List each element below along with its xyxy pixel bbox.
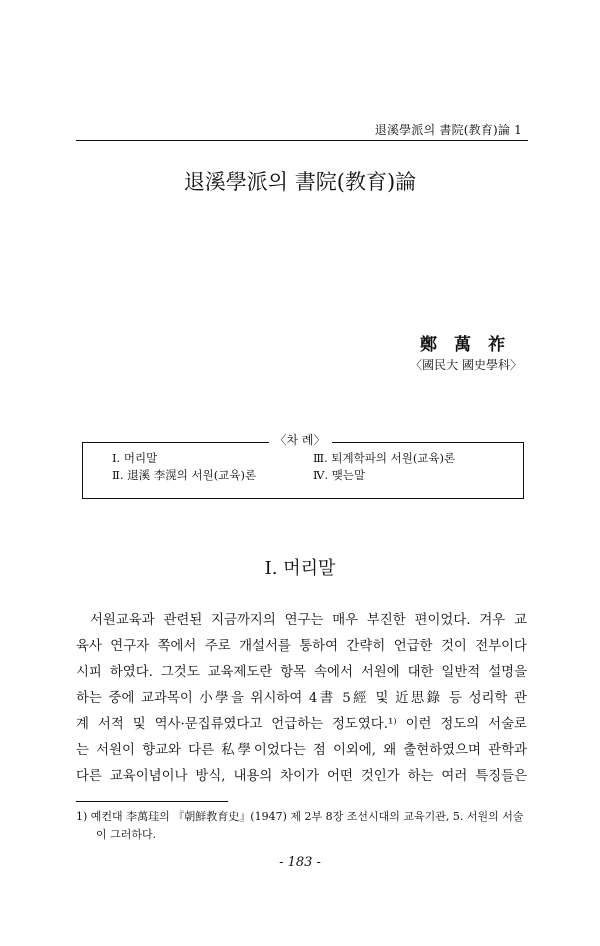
footnote-text: 1) 예컨대 李萬珪의 『朝鮮教育史』(1947) 제 2부 8장 조선시대의 교육기관, 5. 서원의 서술 (76, 810, 524, 823)
footnote-rule (76, 801, 228, 802)
toc-item: Ⅲ. 퇴계학파의 서원(교육)론 (313, 451, 456, 465)
section-heading: Ⅰ. 머리말 (264, 558, 336, 579)
body-line: 는 서원이 향교와 다른 私學이었다는 점 이외에, 왜 출현하였으며 관학과 (76, 743, 527, 758)
paper-title: 退溪學派의 書院(教育)論 (183, 170, 417, 194)
toc-item: Ⅳ. 맺는말 (313, 468, 366, 482)
toc-heading (0, 431, 600, 448)
header-rule (76, 140, 528, 141)
body-line: 계 서적 및 역사·문집류였다고 언급하는 정도였다.¹⁾ 이런 정도의 서술로 (76, 717, 527, 732)
page-number: - 183 - (279, 855, 321, 870)
body-line: 시피 하였다. 그것도 교육제도란 항목 속에서 서원에 대한 일반적 설명을 (76, 665, 527, 680)
body-line: 서원교육과 관련된 지금까지의 연구는 매우 부진한 편이었다. 겨우 교 (90, 613, 527, 628)
body-line: 육사 연구자 쪽에서 주로 개설서를 통하여 간략히 언급한 것이 전부이다 (76, 639, 527, 654)
author-name: 鄭萬祚 (420, 335, 522, 355)
toc-item: Ⅱ. 退溪 李滉의 서원(교육)론 (112, 468, 257, 482)
running-header: 退溪學派의 書院(教育)論 1 (374, 123, 522, 137)
body-line: 다른 교육이념이나 방식, 내용의 차이가 어떤 것인가 하는 여러 특징들은 (76, 769, 527, 784)
body-line: 하는 중에 교과목이 小學을 위시하여 4書 5經 및 近思錄 등 성리학 관 (76, 691, 527, 706)
toc-item: Ⅰ. 머리말 (112, 451, 158, 465)
author-affiliation: 〈國民大 國史學科〉 (410, 358, 522, 372)
footnote-text-continued: 이 그러하다. (96, 828, 157, 841)
toc-heading-text: 〈차 례〉 (269, 433, 332, 447)
